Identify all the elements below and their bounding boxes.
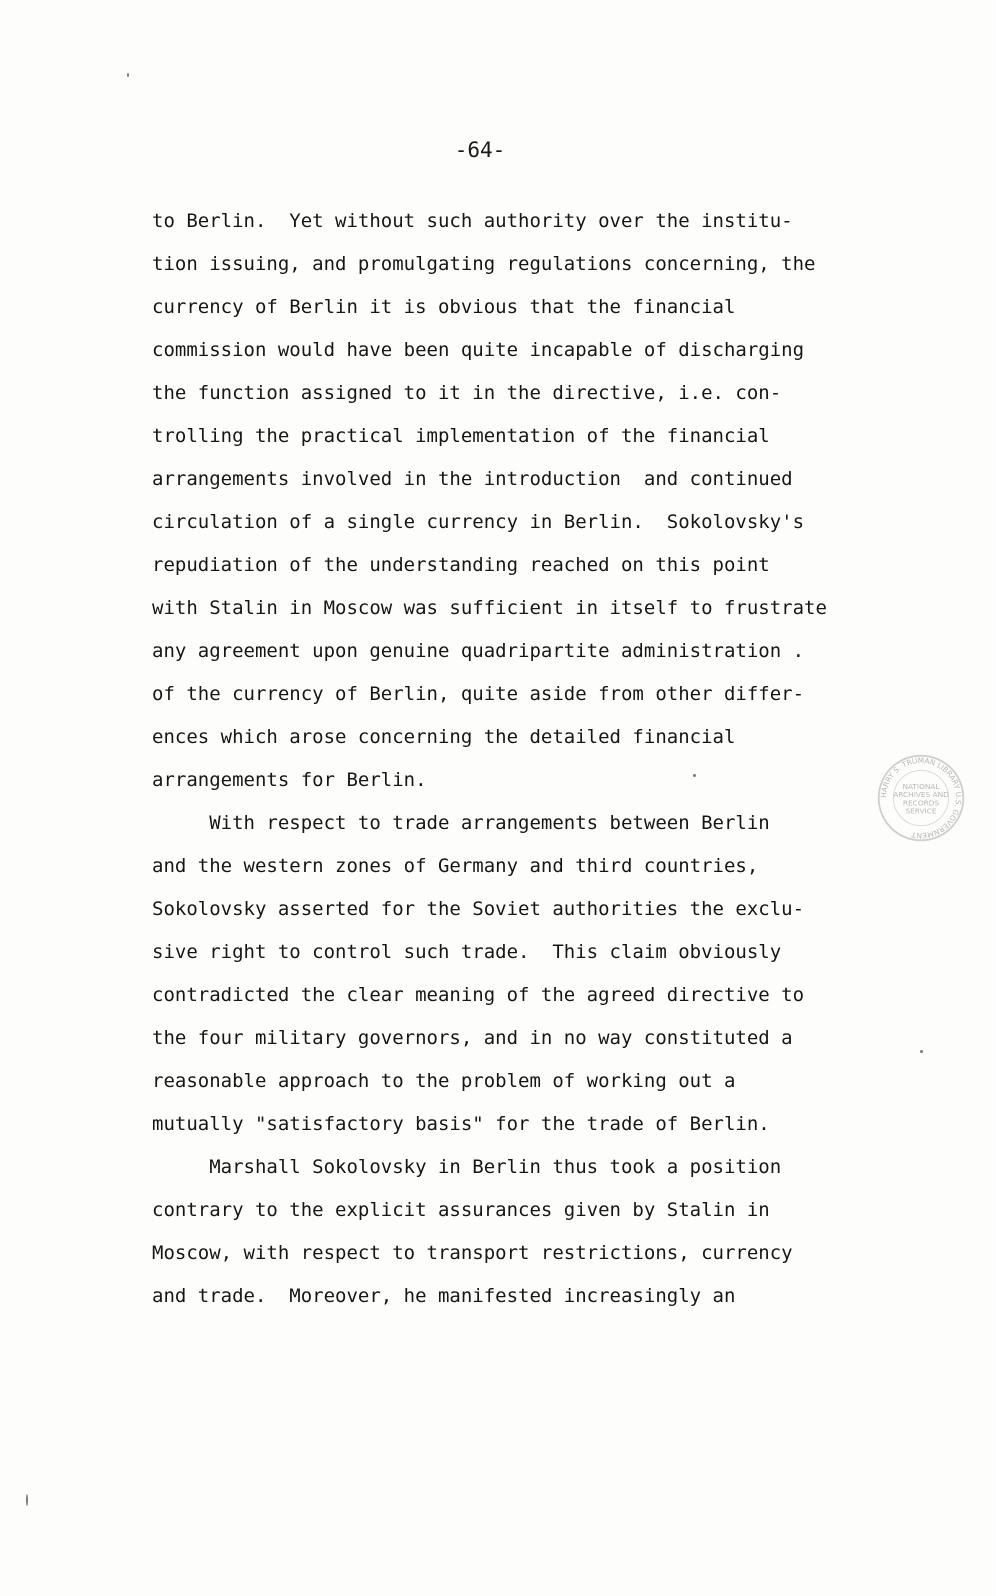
text-line: tion issuing, and promulgating regulations concerning, the — [152, 253, 816, 275]
text-line: Sokolovsky asserted for the Soviet authorities the exclu- — [152, 898, 805, 920]
scan-speck — [920, 1050, 923, 1053]
text-line: contrary to the explicit assurances given by Stalin in — [152, 1199, 770, 1221]
text-line: contradicted the clear meaning of the agreed directive to — [152, 984, 805, 1006]
text-line: currency of Berlin it is obvious that the financial — [152, 296, 736, 318]
page-number: -64- — [454, 138, 506, 162]
text-line: arrangements for Berlin. — [152, 769, 427, 791]
text-line: ences which arose concerning the detailed financial — [152, 726, 736, 748]
stamp-center-line: SERVICE — [905, 806, 937, 816]
paragraph-2 — [152, 802, 912, 1146]
text-line: arrangements involved in the introduction and continued — [152, 468, 793, 490]
text-line: Moscow, with respect to transport restrictions, currency — [152, 1242, 793, 1264]
text-line: mutually "satisfactory basis" for the trade of Berlin. — [152, 1113, 770, 1135]
stamp-center-line: ARCHIVES AND — [893, 790, 949, 800]
text-line: to Berlin. Yet without such authority over the institu- — [152, 210, 793, 232]
paragraph-1 — [152, 200, 912, 802]
stamp-center-line: RECORDS — [902, 798, 940, 808]
text-line: the function assigned to it in the directive, i.e. con- — [152, 382, 782, 404]
text-line: of the currency of Berlin, quite aside from other differ- — [152, 683, 805, 705]
text-line: commission would have been quite incapable of discharging — [152, 339, 805, 361]
text-line: and trade. Moreover, he manifested increasingly an — [152, 1285, 736, 1307]
archive-stamp — [875, 752, 967, 844]
text-line: With respect to trade arrangements between Berlin — [152, 812, 770, 834]
text-line: Marshall Sokolovsky in Berlin thus took a position — [152, 1156, 782, 1178]
archive-stamp-seal — [875, 752, 967, 844]
scan-speck — [693, 774, 696, 777]
document-body — [152, 200, 912, 1318]
text-line: circulation of a single currency in Berlin. Sokolovsky's — [152, 511, 805, 533]
scan-speck — [26, 1494, 28, 1506]
text-line: repudiation of the understanding reached on this point — [152, 554, 770, 576]
text-line: the four military governors, and in no way constituted a — [152, 1027, 793, 1049]
text-line: reasonable approach to the problem of working out a — [152, 1070, 736, 1092]
text-line: any agreement upon genuine quadripartite administration . — [152, 640, 805, 662]
text-line: with Stalin in Moscow was sufficient in itself to frustrate — [152, 597, 827, 619]
paragraph-3 — [152, 1146, 912, 1318]
stamp-center-line: NATIONAL — [902, 781, 940, 791]
scan-speck — [127, 73, 129, 77]
stamp-ring-text: HARRY S. TRUMAN LIBRARY U.S. GOVERNMENT — [878, 756, 964, 841]
text-line: sive right to control such trade. This claim obviously — [152, 941, 782, 963]
text-line: and the western zones of Germany and third countries, — [152, 855, 759, 877]
text-line: trolling the practical implementation of the financial — [152, 425, 770, 447]
